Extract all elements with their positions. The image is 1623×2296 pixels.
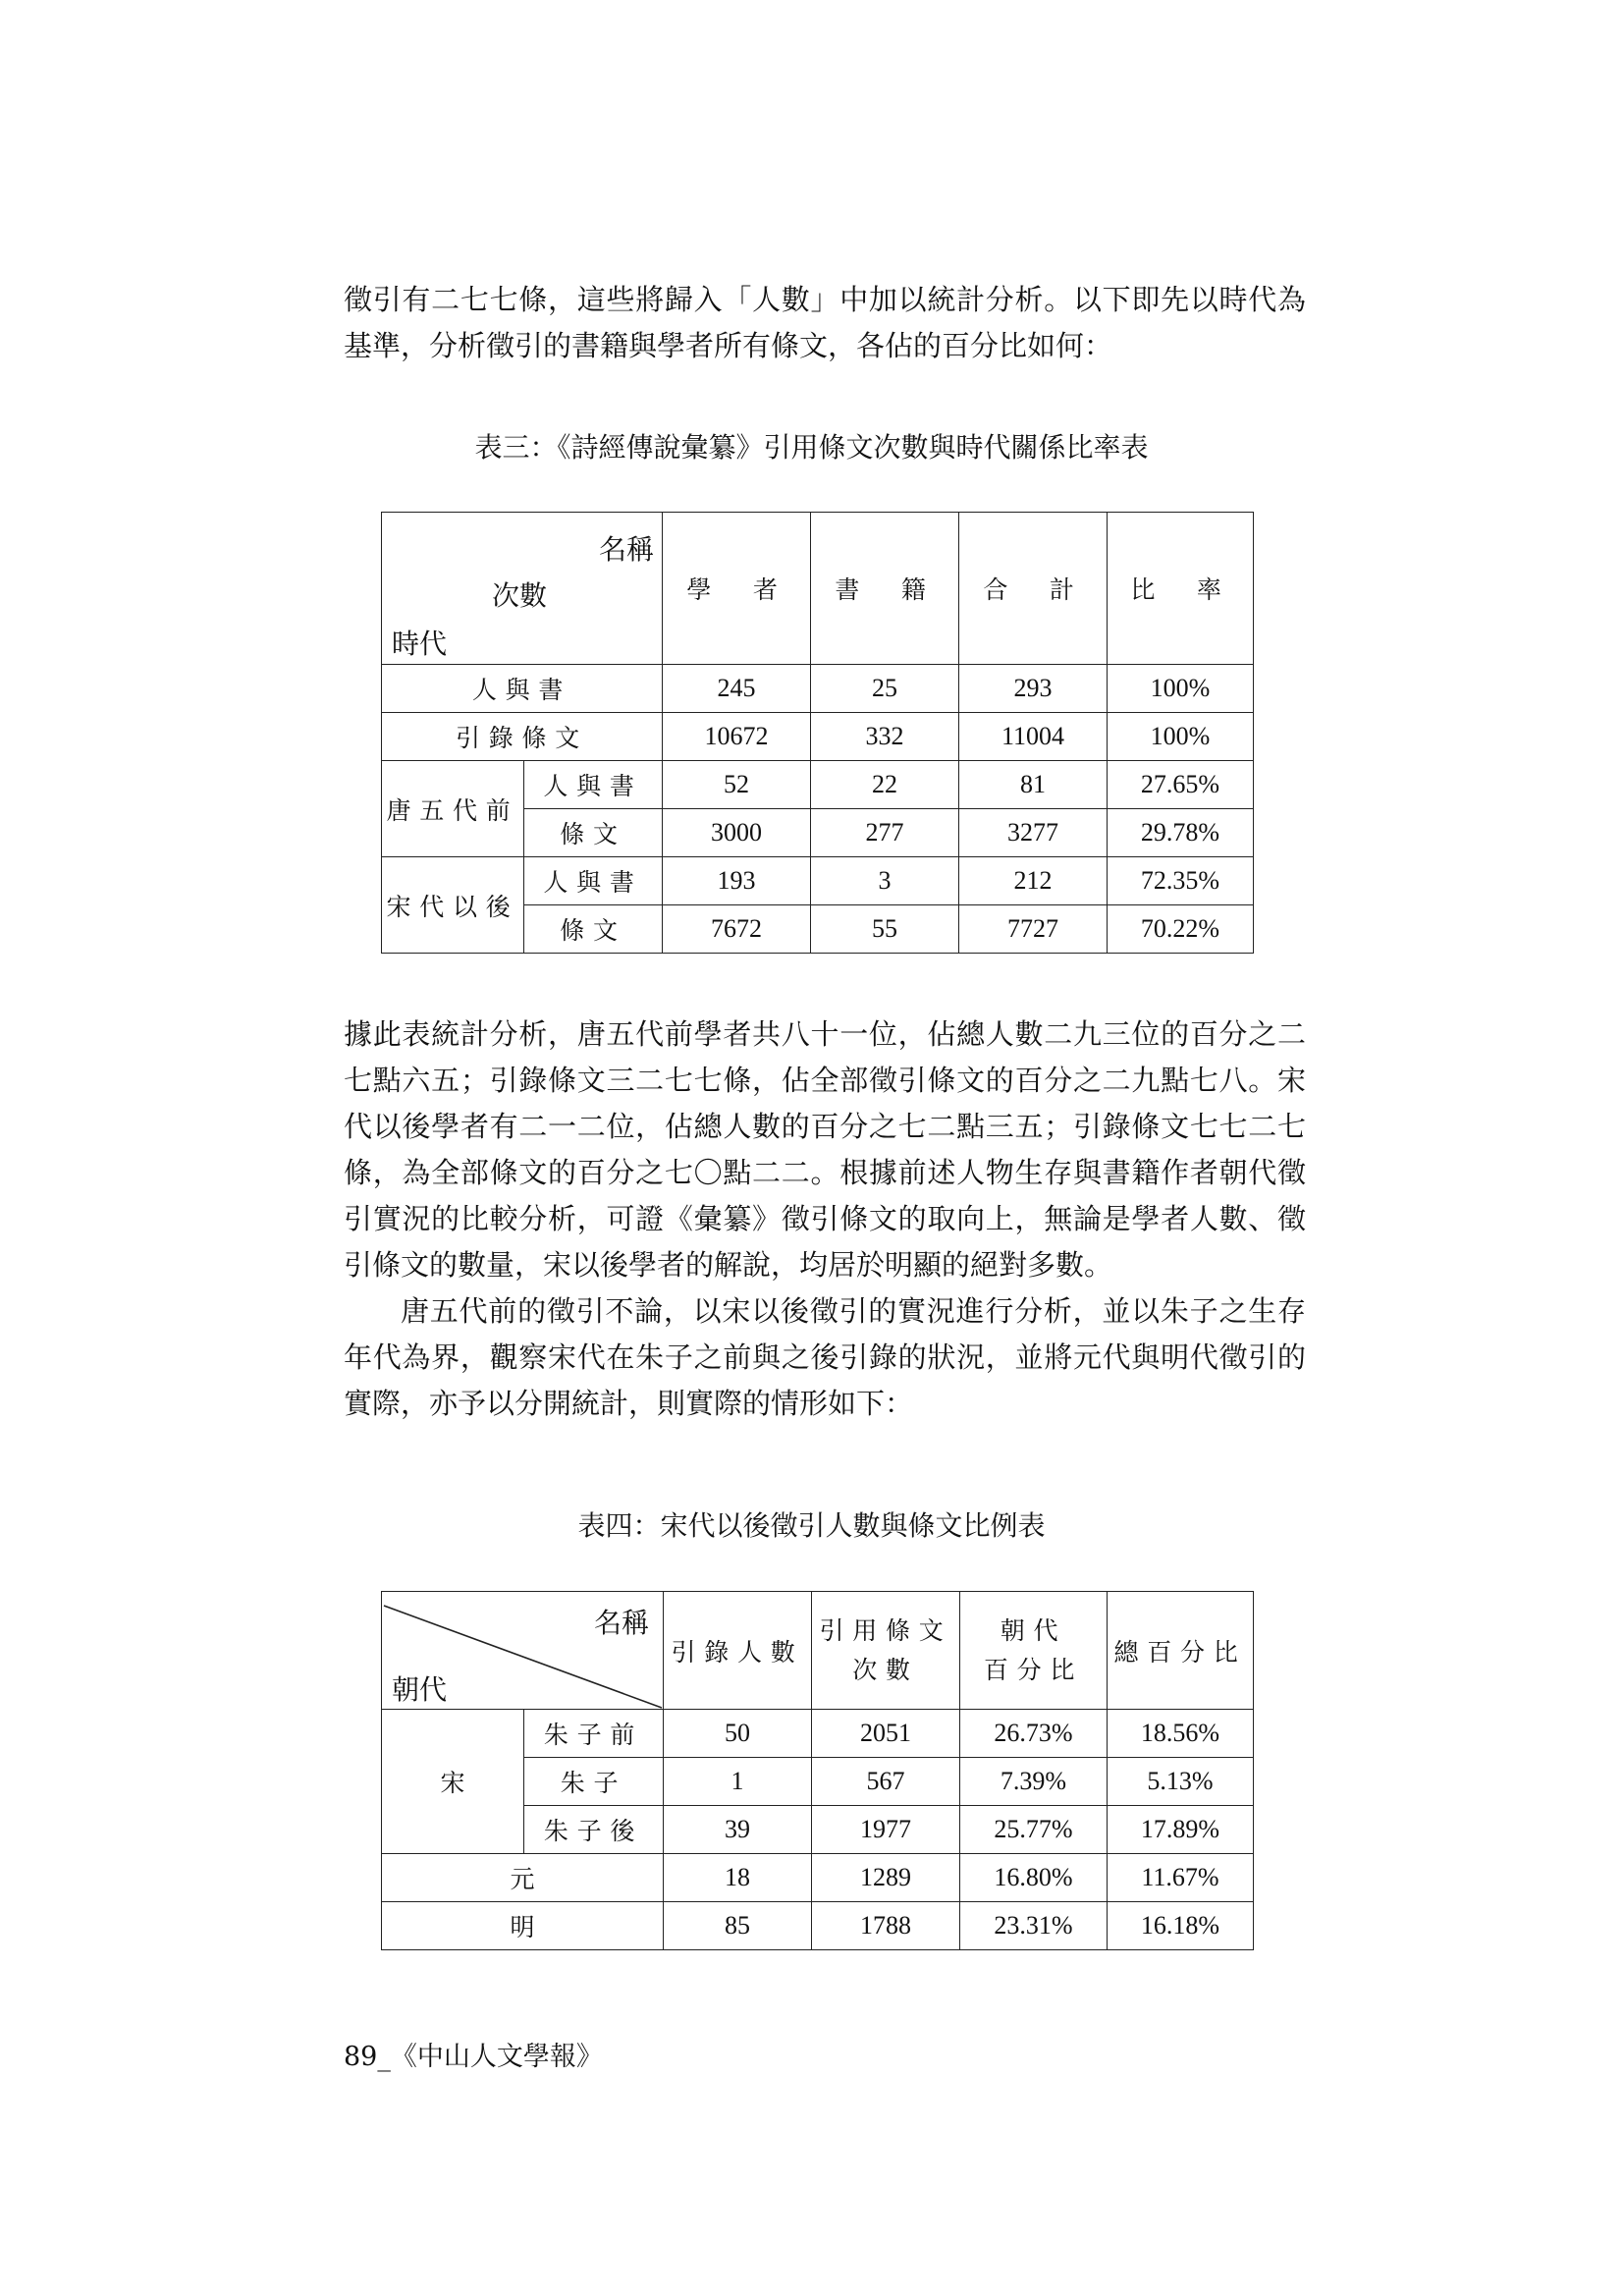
table-row: [382, 713, 1254, 761]
table3-sub-label: 人與書: [524, 857, 663, 905]
table4-cell: 18.56%: [1108, 1710, 1254, 1758]
table4-sub-label: 朱子: [524, 1758, 664, 1806]
table4-header-row: [382, 1592, 1254, 1710]
table4-cell: 23.31%: [960, 1902, 1108, 1950]
table3-corner-era: 時代: [392, 628, 448, 660]
page-footer: 89_《中山人文學報》: [344, 2042, 603, 2072]
table3-cell: 81: [959, 761, 1108, 809]
table4-corner-name: 名稱: [593, 1607, 649, 1639]
table4-header-dynasty-pct-line2: 百分比: [983, 1655, 1084, 1684]
method-paragraph: 唐五代前的徵引不論，以宋以後徵引的實況進行分析，並以朱子之生存年代為界，觀察宋代在朱子之前與之後引錄的狀況，並將元代與明代徵引的實際，亦予以分開統計，則實際的情形如下：: [344, 1294, 1306, 1420]
table4-sub-label: 朱子前: [524, 1710, 664, 1758]
table3-group-label: 唐五代前: [382, 761, 524, 857]
table3-cell: 7727: [959, 905, 1108, 954]
table4-header-dynasty-pct-line1: 朝代: [1000, 1615, 1067, 1645]
table3-header-scholars: 學 者: [663, 513, 811, 665]
table4-header-total-pct: 總百分比: [1108, 1592, 1254, 1710]
table4-caption: 表四：宋代以後徵引人數與條文比例表: [577, 1509, 1046, 1542]
table4-cell: 39: [664, 1806, 812, 1854]
table4-corner-dynasty: 朝代: [392, 1673, 448, 1706]
intro-paragraph: 徵引有二七七條，這些將歸入「人數」中加以統計分析。以下即先以時代為基準，分析徵引的書籍與學者所有條文，各佔的百分比如何：: [344, 283, 1306, 362]
table4-header-citations-line1: 引用條文: [819, 1615, 952, 1645]
table3-header-total: 合 計: [959, 513, 1108, 665]
table4-cell: 1977: [812, 1806, 960, 1854]
table4-group-label: 宋: [382, 1710, 524, 1854]
table3-cell: 332: [811, 713, 959, 761]
table3-cell: 22: [811, 761, 959, 809]
table4-cell: 17.89%: [1108, 1806, 1254, 1854]
table4-cell: 1289: [812, 1854, 960, 1902]
table3-cell: 27.65%: [1108, 761, 1254, 809]
table-row: [382, 1854, 1254, 1902]
table4-cell: 5.13%: [1108, 1758, 1254, 1806]
table3-cell: 25: [811, 665, 959, 713]
table-row: [382, 1710, 1254, 1758]
table4-sub-label: 朱子後: [524, 1806, 664, 1854]
table3-cell: 193: [663, 857, 811, 905]
table4-header-citations: [812, 1592, 960, 1710]
table4-header-count: 引錄人數: [664, 1592, 812, 1710]
table3-caption: 表三：《詩經傳說彙纂》引用條文次數與時代關係比率表: [474, 431, 1149, 464]
table-row: [382, 857, 1254, 905]
table3-cell: 55: [811, 905, 959, 954]
table3-header-ratio: 比 率: [1108, 513, 1254, 665]
table3-sub-label: 條文: [524, 809, 663, 857]
table3-cell: 3277: [959, 809, 1108, 857]
table3-cell: 277: [811, 809, 959, 857]
table3-cell: 52: [663, 761, 811, 809]
table4-cell: 85: [664, 1902, 812, 1950]
table3-header-books: 書 籍: [811, 513, 959, 665]
table3-cell: 3: [811, 857, 959, 905]
table4-row-label: 元: [382, 1854, 664, 1902]
table4-cell: 1788: [812, 1902, 960, 1950]
table3-corner-name: 名稱: [598, 533, 654, 566]
table3-cell: 100%: [1108, 665, 1254, 713]
table4-cell: 567: [812, 1758, 960, 1806]
table3-cell: 245: [663, 665, 811, 713]
table3-cell: 293: [959, 665, 1108, 713]
table4-cell: 25.77%: [960, 1806, 1108, 1854]
table4-header-citations-line2: 次數: [852, 1655, 919, 1684]
table3-cell: 72.35%: [1108, 857, 1254, 905]
table4-cell: 50: [664, 1710, 812, 1758]
table-row: [382, 1902, 1254, 1950]
table4-cell: 2051: [812, 1710, 960, 1758]
analysis-paragraph: 據此表統計分析，唐五代前學者共八十一位，佔總人數二九三位的百分之二七點六五；引錄條文三二七七條，佔全部徵引條文的百分之二九點七八。宋代以後學者有二一二位，佔總人數的百分之七二點三五；引錄條文七七二七條，為全部條文的百分之七〇點二二。根據前述人物生存與書籍作者朝代徵引實況的比較分析，可證《彙纂》徵引條文的取向上，無論是學者人數、徵引條文的數量，宋以後學者的解說，均居於明顯的絕對多數。: [344, 1017, 1306, 1282]
table4-corner-cell: [382, 1592, 664, 1710]
table3-cell: 212: [959, 857, 1108, 905]
table4-cell: 16.80%: [960, 1854, 1108, 1902]
table3-corner-cell: [382, 513, 663, 665]
table3-row-label: 人與書: [382, 665, 663, 713]
table3-cell: 7672: [663, 905, 811, 954]
table4-cell: 7.39%: [960, 1758, 1108, 1806]
table3-row-label: 引錄條文: [382, 713, 663, 761]
table3: [381, 512, 1254, 954]
table-row: [382, 665, 1254, 713]
table3-cell: 100%: [1108, 713, 1254, 761]
table3-sub-label: 人與書: [524, 761, 663, 809]
table4-cell: 18: [664, 1854, 812, 1902]
table3-group-label: 宋代以後: [382, 857, 524, 954]
table3-corner-count: 次數: [492, 579, 548, 612]
table4: [381, 1591, 1254, 1950]
table3-cell: 70.22%: [1108, 905, 1254, 954]
table-row: [382, 761, 1254, 809]
table4-header-dynasty-pct: [960, 1592, 1108, 1710]
table4-cell: 11.67%: [1108, 1854, 1254, 1902]
table4-cell: 16.18%: [1108, 1902, 1254, 1950]
table4-row-label: 明: [382, 1902, 664, 1950]
table3-cell: 29.78%: [1108, 809, 1254, 857]
table4-cell: 26.73%: [960, 1710, 1108, 1758]
table4-cell: 1: [664, 1758, 812, 1806]
table3-sub-label: 條文: [524, 905, 663, 954]
table3-cell: 11004: [959, 713, 1108, 761]
table3-cell: 10672: [663, 713, 811, 761]
table3-header-row: [382, 513, 1254, 665]
table3-cell: 3000: [663, 809, 811, 857]
